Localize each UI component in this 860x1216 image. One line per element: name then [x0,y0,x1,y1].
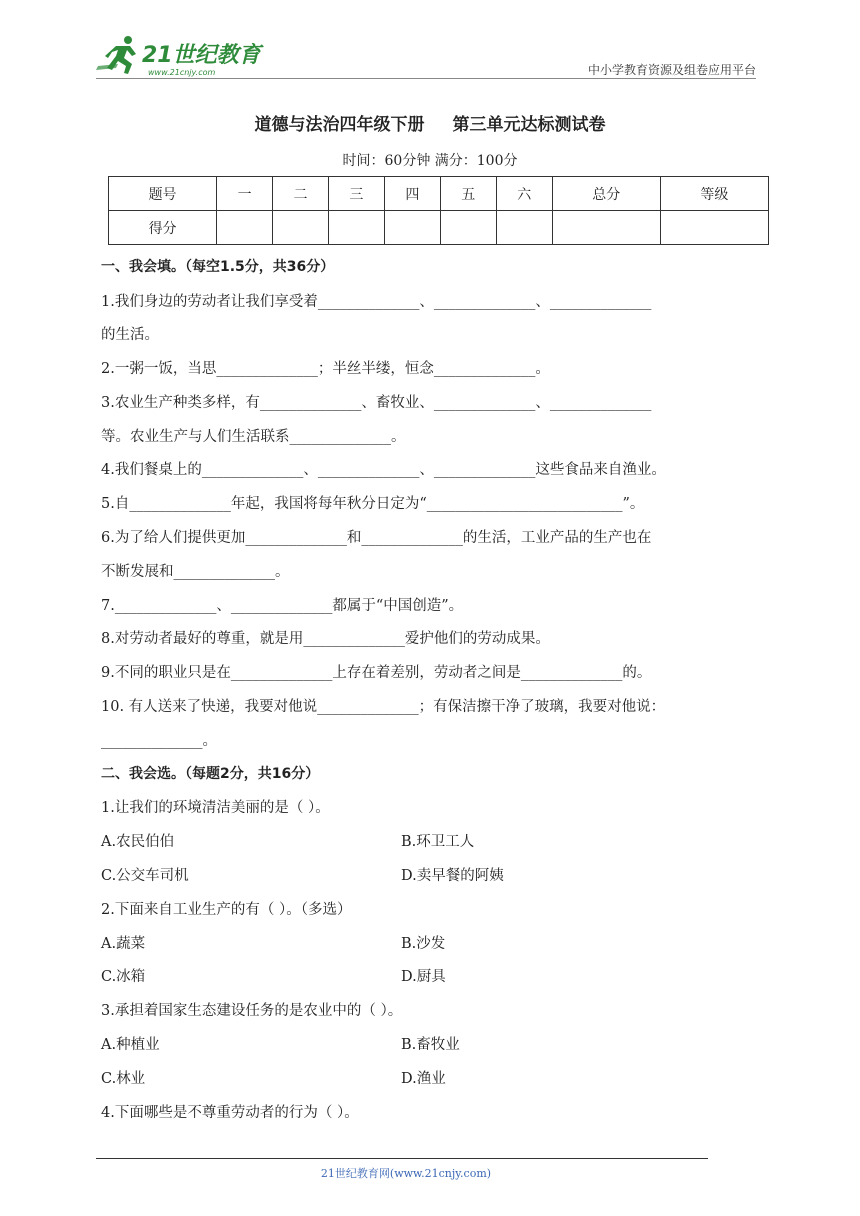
choice-option: A.蔬菜 [101,936,146,952]
fill-question-line: 的生活。 [101,327,159,343]
score-header-cell: 一 [217,177,273,211]
fill-question-line: 9.不同的职业只是在______________上存在着差别，劳动者之间是______________的。 [101,665,652,681]
score-header-cell: 题号 [109,177,217,211]
fill-question-line: 不断发展和______________。 [101,564,290,580]
score-row-label: 得分 [109,211,217,245]
title-grade: 道德与法治四年级下册 [254,115,425,135]
section2-heading: 二、我会选。（每题2分，共16分） [101,766,320,782]
fill-question-line: 7.______________、______________都属于“中国创造”。 [101,598,464,614]
choice-option: B.沙发 [401,936,446,952]
running-man-icon [96,36,136,74]
score-cell[interactable] [273,211,329,245]
score-table [108,176,769,245]
choice-option: A.种植业 [101,1037,160,1053]
fill-question-line: 8.对劳动者最好的尊重，就是用______________爱护他们的劳动成果。 [101,631,550,647]
score-cell[interactable] [496,211,552,245]
choice-option: C.公交车司机 [101,868,189,884]
score-table-header-row [109,177,769,211]
score-header-cell: 六 [496,177,552,211]
score-header-cell: 五 [440,177,496,211]
score-header-cell: 二 [273,177,329,211]
fill-question-line: 10. 有人送来了快递，我要对他说______________；有保洁擦干净了玻璃，我要对他说： [101,699,666,715]
site-logo [96,34,266,78]
section1-heading: 一、我会填。（每空1.5分，共36分） [101,259,335,275]
score-header-cell: 等级 [660,177,768,211]
score-header-cell: 总分 [552,177,660,211]
choice-option: C.林业 [101,1071,146,1087]
score-cell[interactable] [328,211,384,245]
choice-option: B.环卫工人 [401,834,475,850]
choice-question-stem: 1.让我们的环境清洁美丽的是（ ）。 [101,800,330,816]
choice-option: D.卖早餐的阿姨 [401,868,504,884]
footer-divider [96,1158,708,1159]
choice-option: D.厨具 [401,969,446,985]
page-title [0,110,860,135]
exam-time-score: 时间：60分钟 满分：100分 [342,153,518,169]
score-header-cell: 四 [384,177,440,211]
fill-question-line: 5.自______________年起，我国将每年秋分日定为“___________________________”。 [101,496,645,512]
choice-option: D.渔业 [401,1071,446,1087]
choice-option: A.农民伯伯 [101,834,175,850]
header-platform-text: 中小学教育资源及组卷应用平台 [587,63,756,77]
choice-question-stem: 2.下面来自工业生产的有（ ）。（多选） [101,902,352,918]
footer-link[interactable]: 21世纪教育网(www.21cnjy.com) [320,1167,492,1180]
score-table-score-row [109,211,769,245]
choice-option: B.畜牧业 [401,1037,460,1053]
fill-question-line: 2.一粥一饭，当思______________；半丝半缕，恒念______________。 [101,361,550,377]
score-cell[interactable] [440,211,496,245]
choice-question-stem: 3.承担着国家生态建设任务的是农业中的（ ）。 [101,1003,403,1019]
score-cell[interactable] [384,211,440,245]
logo-text: 21世纪教育 [142,43,261,68]
score-header-cell: 三 [328,177,384,211]
fill-question-line: ______________。 [101,733,217,749]
title-unit: 第三单元达标测试卷 [452,115,606,135]
choice-option: C.冰箱 [101,969,146,985]
header-divider [96,78,756,79]
fill-question-line: 1.我们身边的劳动者让我们享受着______________、______________、______________ [101,294,652,310]
choice-question-stem: 4.下面哪些是不尊重劳动者的行为（ ）。 [101,1105,359,1121]
fill-question-line: 6.为了给人们提供更加______________和______________的生活，工业产品的生产也在 [101,530,652,546]
fill-question-line: 等。农业生产与人们生活联系______________。 [101,429,406,445]
score-cell[interactable] [217,211,273,245]
logo-url: www.21cnjy.com [148,68,216,77]
fill-question-line: 4.我们餐桌上的______________、______________、______________这些食品来自渔业。 [101,462,666,478]
score-cell[interactable] [660,211,768,245]
score-cell[interactable] [552,211,660,245]
fill-question-line: 3.农业生产种类多样，有______________、畜牧业、______________、______________ [101,395,652,411]
